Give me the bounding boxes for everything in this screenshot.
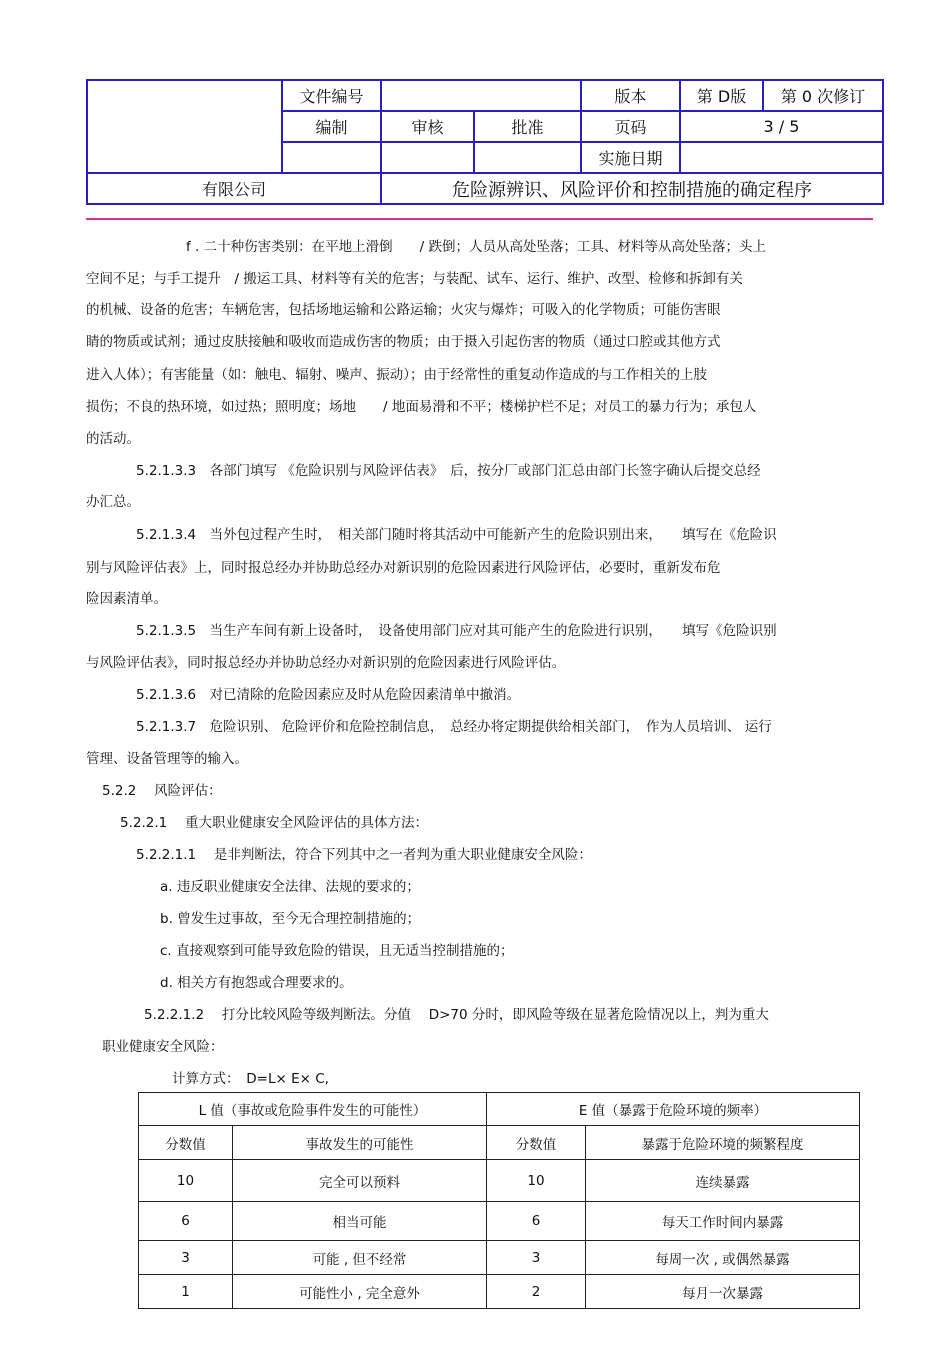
table-cell: 3: [487, 1241, 586, 1275]
file-no-value: [381, 80, 581, 111]
body-line: f . 二十种伤害类别：在平地上滑倒 / 跌倒；人员从高处坠落；工具、材料等从高处坠落；头上: [186, 239, 766, 255]
table-cell: 每月一次暴露: [586, 1275, 860, 1309]
column-header: 分数值: [139, 1126, 233, 1160]
body-line: 与风险评估表》，同时报总经办并协助总经办对新识别的危险因素进行风险评估。: [86, 655, 566, 671]
table-cell: 6: [487, 1202, 586, 1241]
e-value-title: E 值（暴露于危险环境的频率）: [487, 1093, 860, 1126]
body-line: 损伤；不良的热环境，如过热；照明度；场地 / 地面易滑和不平；楼梯护栏不足；对员工的暴力行为；承包人: [86, 399, 757, 415]
header-divider: [86, 218, 873, 220]
table-cell: 可能性小 , 完全意外: [233, 1275, 487, 1309]
body-line: 5.2.2 风险评估：: [102, 783, 222, 799]
body-line: 的活动。: [86, 431, 140, 447]
body-line: 5.2.1.3.5 当生产车间有新上设备时， 设备使用部门应对其可能产生的危险进行识别， 填写《危险识别: [136, 623, 777, 639]
body-line: 5.2.2.1.1 是非判断法，符合下列其中之一者判为重大职业健康安全风险：: [136, 847, 592, 863]
table-cell: 10: [139, 1160, 233, 1202]
approve-value: [474, 142, 581, 173]
table-cell: 每周一次 , 或偶然暴露: [586, 1241, 860, 1275]
review-label: 审核: [381, 111, 474, 142]
body-line: 职业健康安全风险：: [102, 1039, 224, 1055]
column-header: 暴露于危险环境的频繁程度: [586, 1126, 860, 1160]
table-cell: 3: [139, 1241, 233, 1275]
body-line: 的机械、设备的危害；车辆危害，包括场地运输和公路运输；火灾与爆炸；可吸入的化学物质；可能伤害眼: [86, 302, 721, 318]
logo-cell: [87, 80, 282, 173]
document-header-table: [86, 79, 884, 205]
table-cell: 每天工作时间内暴露: [586, 1202, 860, 1241]
page-value: 3 / 5: [680, 111, 883, 142]
body-line: 5.2.2.1.2 打分比较风险等级判断法。分值 D>70 分时，即风险等级在显著危险情况以上，判为重大: [144, 1007, 769, 1023]
body-line: b. 曾发生过事故，至今无合理控制措施的；: [160, 911, 421, 927]
document-title: 危险源辨识、风险评价和控制措施的确定程序: [381, 173, 883, 204]
body-line: a. 违反职业健康安全法律、法规的要求的；: [160, 879, 420, 895]
body-line: c. 直接观察到可能导致危险的错误，且无适当控制措施的；: [160, 943, 514, 959]
table-cell: 完全可以预料: [233, 1160, 487, 1202]
table-cell: 相当可能: [233, 1202, 487, 1241]
table-row: [139, 1202, 860, 1241]
body-line: 别与风险评估表》上，同时报总经办并协助总经办对新识别的危险因素进行风险评估，必要时，重新发布危: [86, 560, 721, 576]
body-line: 险因素清单。: [86, 591, 167, 607]
formula-line: 计算方式： D=L× E× C,: [172, 1071, 329, 1087]
body-line: 5.2.2.1 重大职业健康安全风险评估的具体方法：: [120, 815, 429, 831]
version-value: 第 D版: [680, 80, 763, 111]
table-row: [139, 1160, 860, 1202]
page-label: 页码: [581, 111, 680, 142]
version-label: 版本: [581, 80, 680, 111]
compile-label: 编制: [282, 111, 381, 142]
table-cell: 10: [487, 1160, 586, 1202]
risk-score-table: [138, 1092, 860, 1309]
approve-label: 批准: [474, 111, 581, 142]
body-line: 5.2.1.3.6 对已清除的危险因素应及时从危险因素清单中撤消。: [136, 687, 521, 703]
body-line: 办汇总。: [86, 494, 140, 510]
table-cell: 2: [487, 1275, 586, 1309]
body-line: 管理、设备管理等的输入。: [86, 751, 248, 767]
table-cell: 可能 , 但不经常: [233, 1241, 487, 1275]
body-line: 进入人体）；有害能量（如：触电、辐射、噪声、振动）；由于经常性的重复动作造成的与工作相关的上肢: [86, 367, 707, 383]
review-value: [381, 142, 474, 173]
column-header: 分数值: [487, 1126, 586, 1160]
body-line: 5.2.1.3.7 危险识别、 危险评价和危险控制信息， 总经办将定期提供给相关部门， 作为人员培训、 运行: [136, 719, 772, 735]
body-line: 5.2.1.3.3 各部门填写 《危险识别与风险评估表》 后，按分厂或部门汇总由部门长签字确认后提交总经: [136, 463, 761, 479]
effective-date-value: [680, 142, 883, 173]
table-cell: 1: [139, 1275, 233, 1309]
company-name: 有限公司: [87, 173, 381, 204]
l-value-title: L 值（事故或危险事件发生的可能性）: [139, 1093, 487, 1126]
revision-value: 第 0 次修订: [763, 80, 883, 111]
body-line: 睛的物质或试剂；通过皮肤接触和吸收而造成伤害的物质；由于摄入引起伤害的物质（通过口腔或其他方式: [86, 334, 721, 350]
body-line: 空间不足；与手工提升 / 搬运工具、材料等有关的危害；与装配、试车、运行、维护、改型、检修和拆卸有关: [86, 271, 743, 287]
column-header: 事故发生的可能性: [233, 1126, 487, 1160]
file-no-label: 文件编号: [282, 80, 381, 111]
table-cell: 连续暴露: [586, 1160, 860, 1202]
table-row: [139, 1241, 860, 1275]
table-cell: 6: [139, 1202, 233, 1241]
body-line: 5.2.1.3.4 当外包过程产生时， 相关部门随时将其活动中可能新产生的危险识别出来， 填写在《危险识: [136, 527, 777, 543]
body-line: d. 相关方有抱怨或合理要求的。: [160, 975, 353, 991]
compile-value: [282, 142, 381, 173]
table-row: [139, 1275, 860, 1309]
effective-date-label: 实施日期: [581, 142, 680, 173]
